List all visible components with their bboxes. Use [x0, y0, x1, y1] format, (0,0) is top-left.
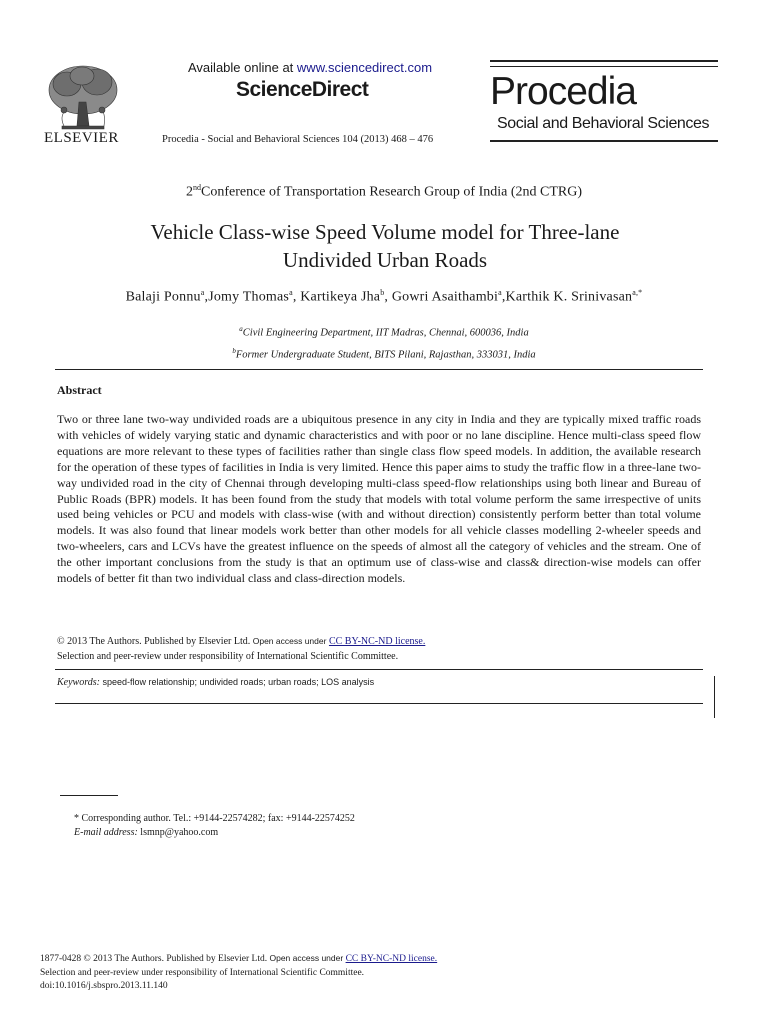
footnote [74, 812, 355, 840]
paper-title-line-2: Undivided Urban Roads [282, 248, 488, 272]
margin-bar [714, 676, 715, 718]
bottom-peer-review: Selection and peer-review under responsibility of International Scientific Committee. [40, 967, 365, 978]
email-address: lsmnp@yahoo.com [140, 827, 219, 838]
bottom-license-link[interactable]: CC BY-NC-ND license. [345, 954, 438, 964]
peer-review-line: Selection and peer-review under responsibility of International Scientific Committee. [57, 651, 399, 662]
author-list: Balaji Ponnu$^a$,Jomy Thomas$^a$, Kartikeya Jha$^b$, Gowri Asaithambi$^a$,Karthik K. Srinivasan$^{a,*}$ [125, 288, 643, 305]
author: Jomy Thomas [208, 289, 290, 305]
procedia-subtitle: Social and Behavioral Sciences [497, 115, 710, 132]
doi: doi:10.1016/j.sbspro.2013.11.140 [40, 981, 168, 991]
available-online-prefix: Available online at [188, 60, 294, 75]
elsevier-wordmark: ELSEVIER [44, 130, 119, 146]
keywords-top-rule [55, 669, 703, 670]
procedia-title: Procedia [490, 70, 636, 113]
conference-line: 2ndConference of Transportation Research Group of India (2nd CTRG) [185, 183, 583, 200]
footnote-rule [60, 795, 118, 796]
paper-title-line-1: Vehicle Class-wise Speed Volume model for Three-lane [150, 220, 620, 244]
bottom-copyright-block [40, 952, 437, 994]
affiliation-a: $^a$Civil Engineering Department, IIT Madras, Chennai, 600036, India [239, 325, 529, 339]
email-line: E-mail address: lsmnp@yahoo.com [74, 827, 219, 838]
license-link[interactable]: CC BY-NC-ND license. [328, 636, 426, 647]
keywords-label: Keywords: [57, 677, 100, 688]
keywords [57, 677, 374, 688]
author: Kartikeya Jha [300, 289, 381, 305]
procedia-top-rule [490, 60, 718, 62]
author: Balaji Ponnu [125, 289, 201, 305]
keywords-bottom-rule [55, 703, 703, 704]
abstract-heading: Abstract [57, 383, 102, 397]
conference-name: Conference of Transportation Research Group of India (2nd CTRG) [200, 184, 583, 200]
author: Gowri Asaithambi [391, 289, 499, 305]
author: Karthik K. Srinivasan [505, 289, 633, 305]
sciencedirect-logo: ScienceDirect [236, 78, 369, 101]
corresponding-author: * Corresponding author. Tel.: +9144-22574282; fax: +9144-22574252 [74, 813, 355, 824]
conference-ordinal: nd [192, 183, 201, 192]
abstract-top-rule [55, 369, 703, 370]
paper-title [60, 218, 710, 274]
copyright-line: © 2013 The Authors. Published by Elsevier Ltd. Open access under CC BY-NC-ND license. [57, 636, 426, 647]
affiliation-b: $^b$Former Undergraduate Student, BITS Pilani, Rajasthan, 333031, India [232, 347, 536, 361]
abstract-body: Two or three lane two-way undivided roads are a ubiquitous presence in any city in India and they are typically mixed traffic roads with vehicles of widely varying static and dynamic characteristics and with poor or no lane discipline. Hence multi-class speed flow equations are more relevant to these types of facilities rather than single class flow speed models. In addition, the available research for the operation of these types of facilities in India is very limited. Hence this paper aims to study the traffic flow in a three-lane two-way undivided road in the city of Chennai through developing multi-class speed-flow relationships using both linear and Bureau of Public Roads (BPR) models. It has been found from the study that models with total volume perform the same irrespective of units used being vehicles or PCU and models with class-wise (with and without direction) consistently perform better than total volume models. It was also found that linear models work better than other models for all vehicle classes modelling 2-wheeler speeds and two-wheelers, cars and LCVs have the greatest influence on the speeds of almost all the category of vehicles and the stream. One of the other important conclusions from the study is that an optimum use of class-wise and class& direction-wise models can offer models of better fit than two individual class and class-direction models. [57, 412, 701, 586]
procedia-top-rule-thin [490, 66, 718, 67]
keywords-text: speed-flow relationship; undivided roads; urban roads; LOS analysis [102, 677, 375, 687]
sciencedirect-url-link[interactable]: www.sciencedirect.com [296, 60, 433, 75]
journal-reference: Procedia - Social and Behavioral Sciences 104 (2013) 468 – 476 [162, 134, 434, 145]
procedia-bottom-rule [490, 140, 718, 142]
available-online [188, 60, 432, 75]
issn-line: 1877-0428 © 2013 The Authors. Published by Elsevier Ltd. Open access under CC BY-NC-ND license. [40, 953, 438, 964]
